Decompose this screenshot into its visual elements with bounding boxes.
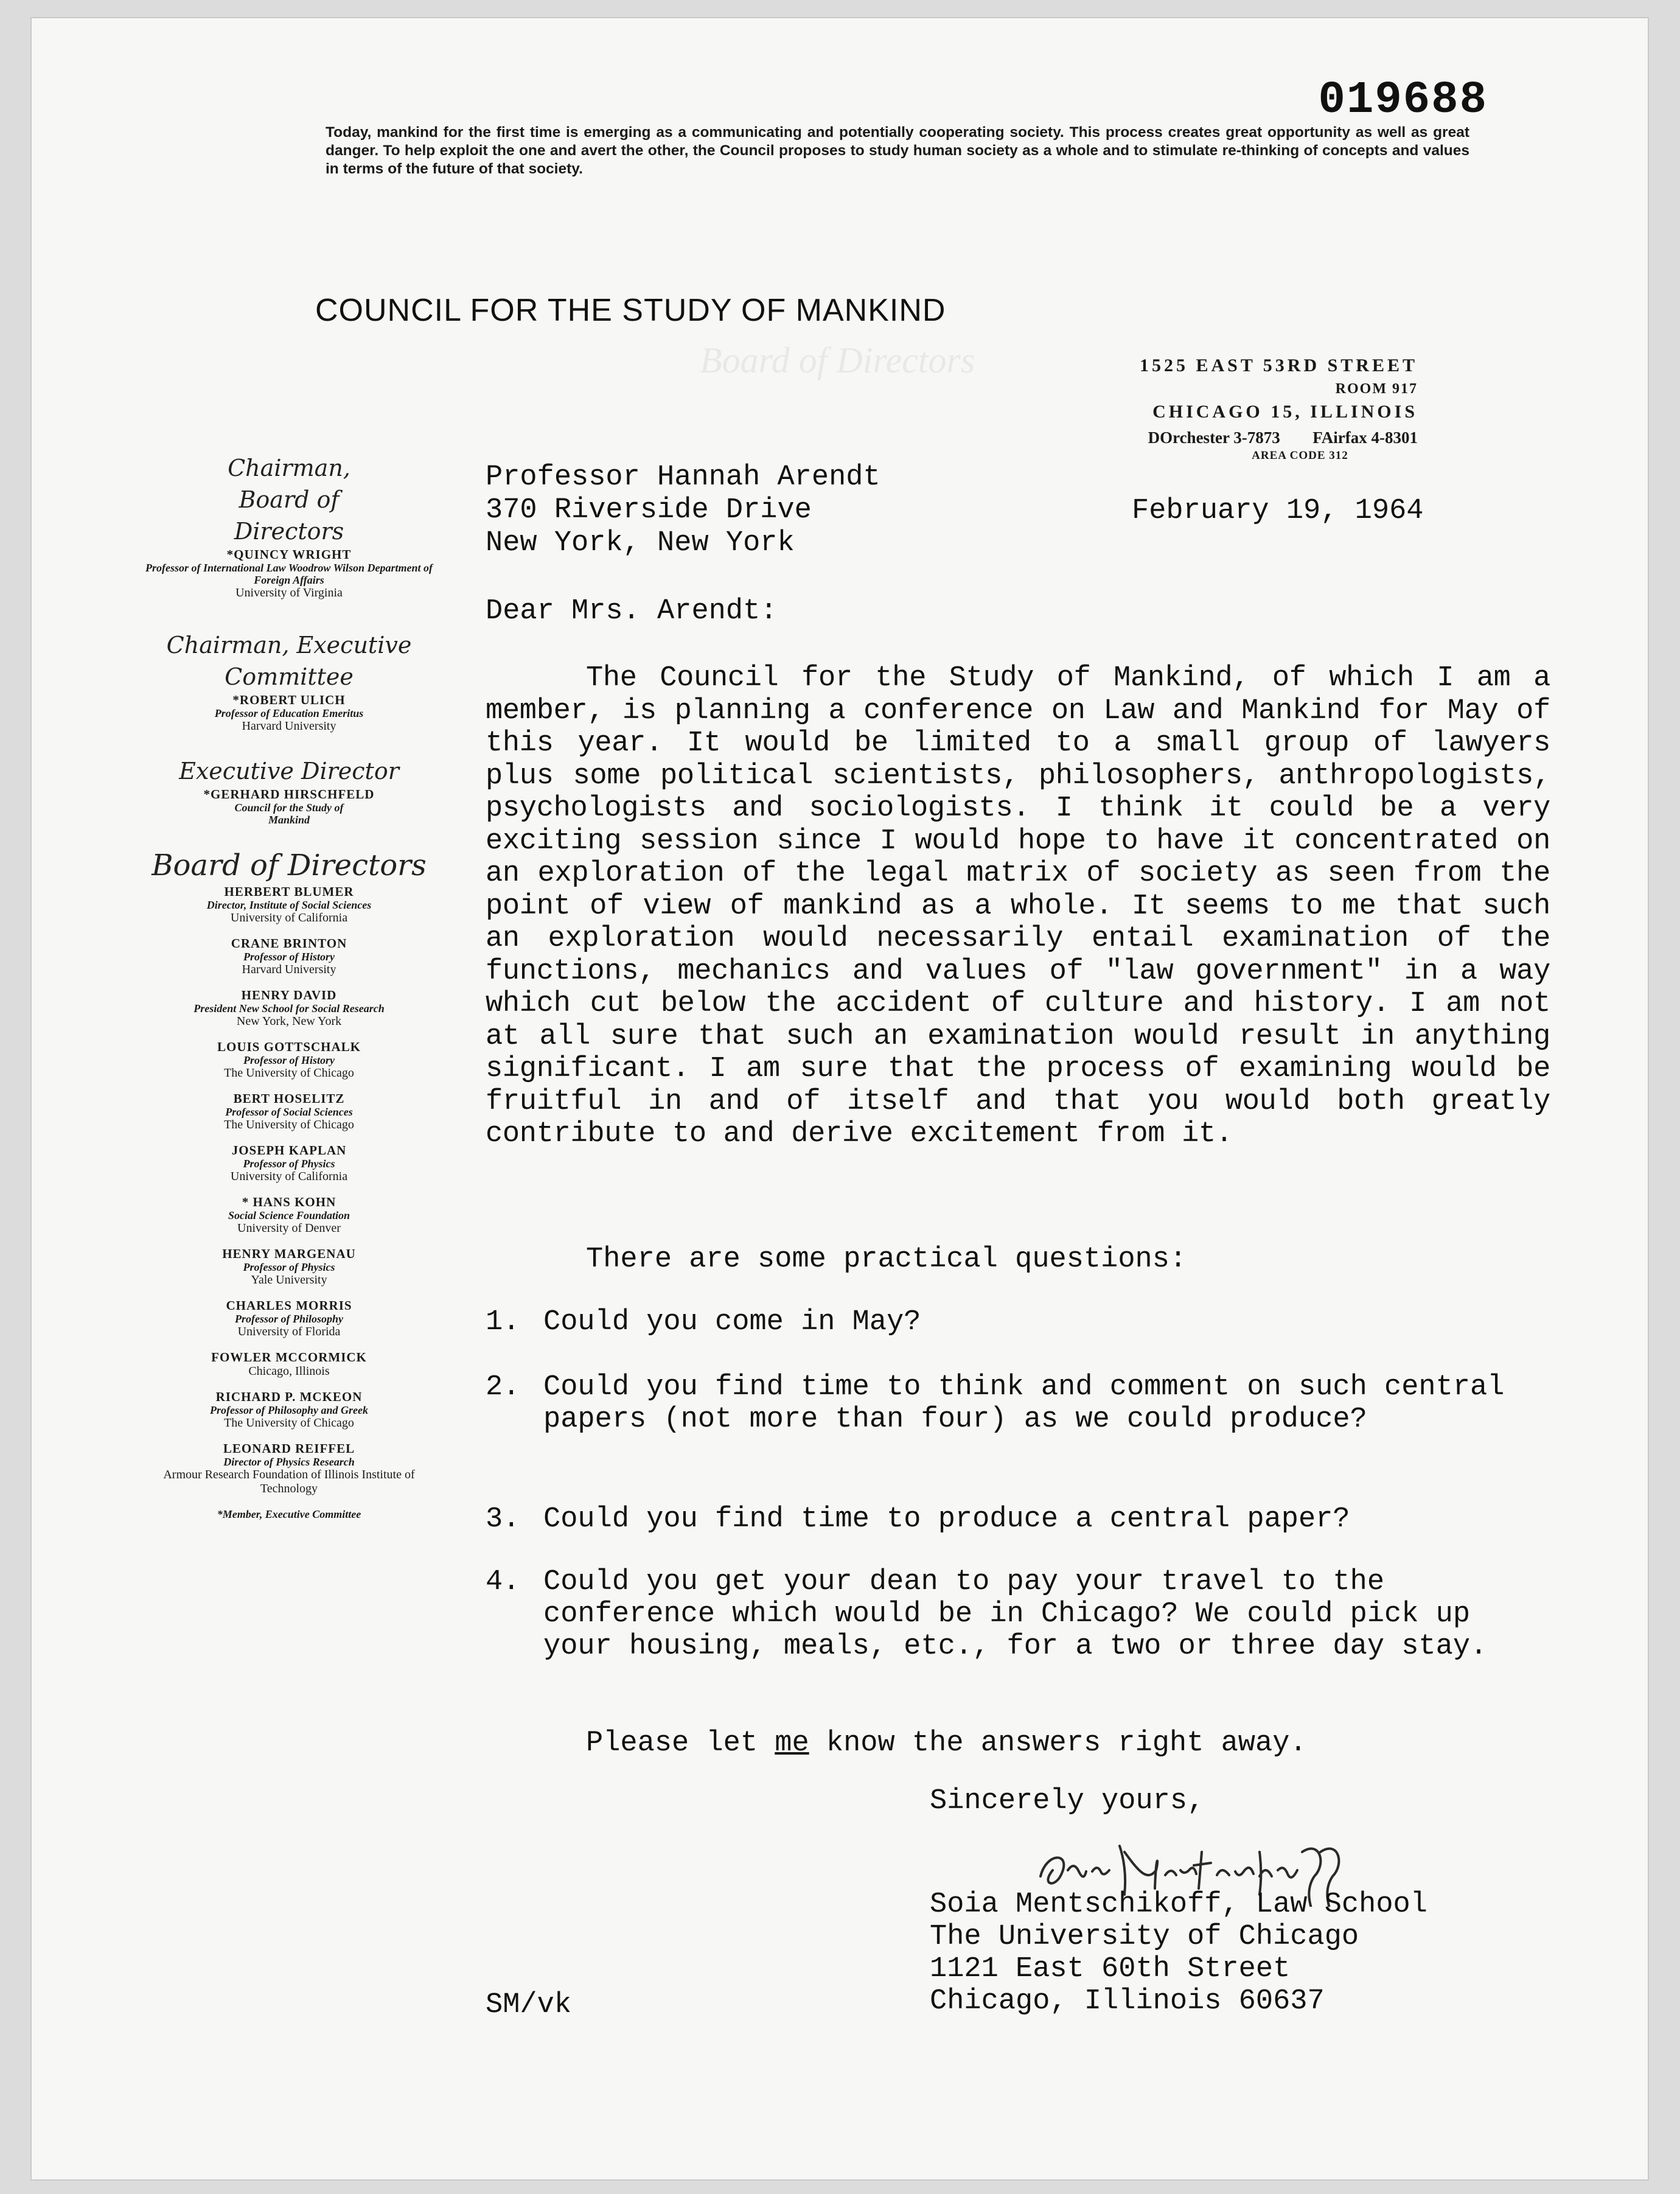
- board-member-title: Professor of Philosophy and Greek: [210, 1404, 368, 1416]
- board-member-title: Director of Physics Research: [223, 1456, 355, 1468]
- board-member-list: [143, 884, 435, 1496]
- board-member: [143, 1389, 435, 1430]
- exec-director-heading: Executive Director: [179, 758, 399, 784]
- question-item: 3. Could you find time to produce a central paper?: [486, 1503, 1350, 1535]
- salutation: Dear Mrs. Arendt:: [486, 595, 778, 627]
- address-city: CHICAGO 15, ILLINOIS: [1152, 402, 1418, 422]
- recipient-address: [486, 461, 880, 560]
- recipient-line: 370 Riverside Drive: [486, 494, 812, 526]
- board-member-title: Director, Institute of Social Sciences: [206, 899, 372, 911]
- closing-request: Please let me know the answers right away.: [586, 1727, 1307, 1759]
- board-member-inst: Yale University: [251, 1273, 327, 1287]
- signature-line: Soia Mentschikoff, Law School: [930, 1888, 1427, 1921]
- board-member-title: Professor of Philosophy: [234, 1313, 343, 1325]
- board-member-inst: The University of Chicago: [224, 1416, 354, 1430]
- board-member-title: Professor of Social Sciences: [225, 1106, 353, 1118]
- letter-date: February 19, 1964: [1132, 495, 1424, 527]
- letterhead-sidebar: [143, 452, 435, 1521]
- chairman-board-member: *QUINCY WRIGHT Professor of International Law Woodrow Wilson Department of Foreign Affairs University of Virginia: [145, 547, 433, 599]
- board-member-inst: The University of Chicago: [224, 1118, 354, 1131]
- board-member-name: HENRY DAVID: [241, 988, 337, 1002]
- area-code: AREA CODE 312: [1252, 449, 1348, 462]
- board-member-inst: The University of Chicago: [224, 1066, 354, 1080]
- board-member-name: LEONARD REIFFEL: [223, 1441, 355, 1456]
- exec-director-member: *GERHARD HIRSCHFELD Council for the Study of Mankind: [203, 787, 375, 826]
- board-member-title: Social Science Foundation: [228, 1209, 350, 1221]
- letterhead-address: [1140, 352, 1418, 463]
- address-room: ROOM 917: [1335, 381, 1418, 397]
- address-street: 1525 EAST 53RD STREET: [1139, 355, 1418, 376]
- question-item: 2. Could you find time to think and comment on such central papers (not more than four) as we could produce?: [486, 1371, 1505, 1436]
- board-member: [143, 884, 435, 925]
- board-member: [143, 1195, 435, 1235]
- document-number: 019688: [1318, 75, 1488, 126]
- executive-committee-footnote: *Member, Executive Committee: [217, 1508, 361, 1520]
- phone-fairfax: FAirfax 4-8301: [1312, 428, 1418, 447]
- board-member-name: * HANS KOHN: [242, 1195, 336, 1209]
- underlined-me: me: [775, 1727, 809, 1759]
- board-member: [143, 1350, 435, 1378]
- board-member-inst: Harvard University: [242, 963, 336, 976]
- question-item: 4. Could you get your dean to pay your travel to the conference which would be in Chicago? We could pick up your housing, meals, etc., for a two or three day stay.: [486, 1566, 1488, 1663]
- letter-body: The Council for the Study of Mankind, of which I am a member, is planning a conference on Law and Mankind for May of this year. It would be limited to a small group of lawyers plus some political scientists, philosophers, anthropologists, psychologists and sociologists. I think it could be a very exciting session since I would hope to have it concentrated on an exploration of the legal matrix of society as seen from the point of view of mankind as a whole. It seems to me that such an exploration would necessarily entail examination of the functions, mechanics and values of "law government" in a way which cut below the accident of culture and history. I am not at all sure that such an examination would result in anything significant. I am sure that the process of examining would be fruitful in and of itself and that you would both greatly contribute to and derive excitement from it.: [486, 662, 1550, 1150]
- board-member-inst: Armour Research Foundation of Illinois Institute of Technology: [163, 1468, 415, 1495]
- board-member: [143, 1091, 435, 1132]
- chairman-exec-heading: Chairman, Executive Committee: [166, 632, 412, 690]
- board-member: [143, 1298, 435, 1339]
- board-heading: Board of Directors: [152, 848, 427, 882]
- signature-line: Chicago, Illinois 60637: [930, 1985, 1325, 2018]
- board-member: [143, 1039, 435, 1080]
- board-member-name: JOSEPH KAPLAN: [231, 1143, 347, 1158]
- complimentary-close: Sincerely yours,: [930, 1785, 1205, 1817]
- recipient-line: New York, New York: [486, 527, 795, 559]
- board-member-title: Professor of History: [243, 1054, 335, 1066]
- board-member-inst: Chicago, Illinois: [248, 1364, 330, 1378]
- board-member-inst: University of California: [230, 911, 348, 924]
- board-member: [143, 1143, 435, 1184]
- board-member: [143, 936, 435, 977]
- chairman-exec-member: *ROBERT ULICH Professor of Education Emeritus Harvard University: [214, 693, 364, 733]
- chairman-board-heading: Chairman, Board of Directors: [228, 455, 350, 545]
- board-member: [143, 1246, 435, 1287]
- council-motto: Today, mankind for the first time is emerging as a communicating and potentially cooperating society. This process creates great opportunity as well as great danger. To help exploit the one and avert the other, the Council proposes to study human society as a whole and to stimulate re-thinking of concepts and values in terms of the future of that society.: [326, 124, 1469, 177]
- board-member-name: CRANE BRINTON: [231, 936, 347, 951]
- board-member-name: LOUIS GOTTSCHALK: [217, 1039, 361, 1054]
- letterhead-org-name: COUNCIL FOR THE STUDY OF MANKIND: [315, 293, 946, 328]
- address-phones: [1140, 426, 1418, 449]
- board-member-name: FOWLER MCCORMICK: [211, 1350, 367, 1364]
- board-member-inst: New York, New York: [236, 1015, 342, 1028]
- board-member-title: Professor of History: [243, 951, 335, 963]
- board-member-inst: University of Florida: [237, 1325, 341, 1338]
- board-member-name: BERT HOSELITZ: [233, 1091, 345, 1106]
- board-member: [143, 988, 435, 1029]
- board-member-title: President New School for Social Research: [193, 1002, 385, 1015]
- typist-initials: SM/vk: [486, 1989, 572, 2021]
- board-member-name: RICHARD P. MCKEON: [215, 1389, 363, 1404]
- board-member-inst: University of California: [230, 1170, 348, 1183]
- board-member: [143, 1441, 435, 1496]
- question-item: 1. Could you come in May?: [486, 1306, 921, 1338]
- board-member-name: CHARLES MORRIS: [226, 1298, 352, 1313]
- phone-dorchester: DOrchester 3-7873: [1148, 428, 1280, 447]
- bleed-through-mark: Board of Directors: [700, 340, 975, 380]
- board-member-inst: University of Denver: [237, 1221, 341, 1235]
- board-member-name: HERBERT BLUMER: [224, 884, 354, 899]
- board-member-name: HENRY MARGENAU: [222, 1246, 356, 1261]
- recipient-line: Professor Hannah Arendt: [486, 461, 880, 494]
- board-member-title: Professor of Physics: [243, 1158, 335, 1170]
- signature-block: [930, 1888, 1427, 2018]
- questions-intro: There are some practical questions:: [586, 1243, 1187, 1276]
- letter-page: [30, 17, 1649, 2181]
- board-member-title: Professor of Physics: [243, 1261, 335, 1273]
- signature-line: 1121 East 60th Street: [930, 1953, 1291, 1985]
- signature-line: The University of Chicago: [930, 1921, 1359, 1953]
